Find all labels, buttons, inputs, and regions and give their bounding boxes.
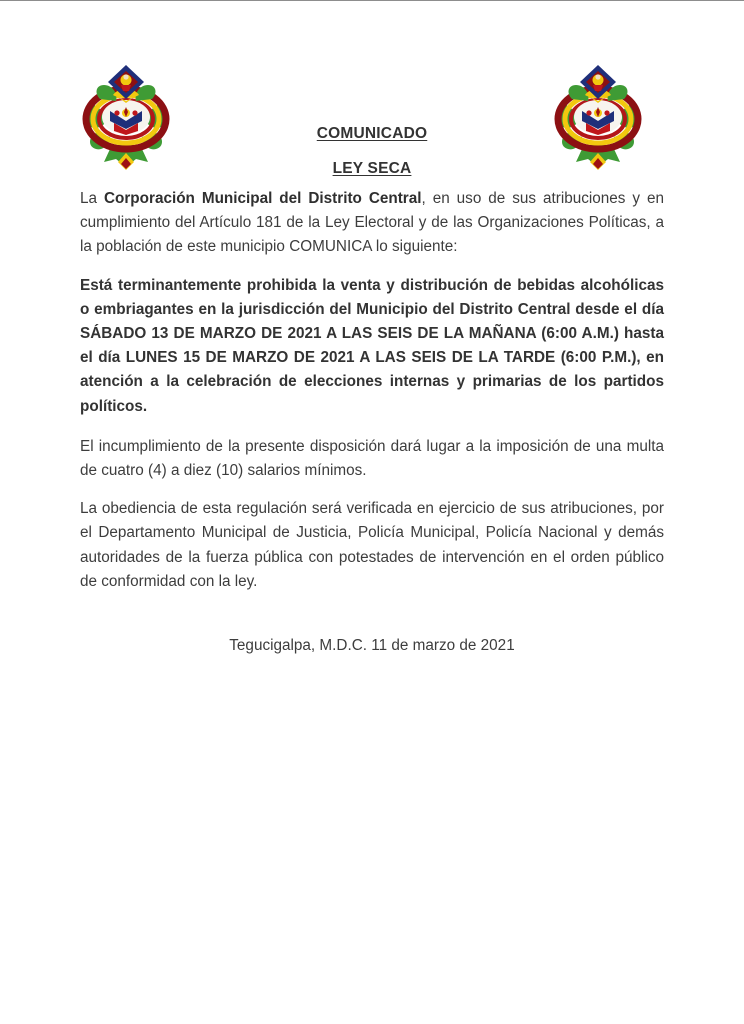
page-title: COMUNICADO	[316, 125, 428, 142]
paragraph-enforcement: La obediencia de esta regulación será verificada en ejercicio de sus atribuciones, por el Departamento Municipal de Justicia, Policía Municipal, Policía Nacional y demás autoridades de la fuerza pública con potestades de intervención en el orden público de conformidad con la ley.	[80, 500, 664, 590]
intro-text-after: , en uso de sus atribuciones y en cumplimiento del Artículo 181 de la Ley Electoral y de las Organizaciones Políticas, a la población de este municipio COMUNICA lo siguiente:	[80, 190, 664, 256]
page-subtitle: LEY SECA	[332, 160, 412, 177]
paragraph-intro	[80, 187, 664, 260]
paragraph-penalty: El incumplimiento de la presente disposición dará lugar a la imposición de una multa de cuatro (4) a diez (10) salarios mínimos.	[80, 437, 664, 480]
coat-of-arms-icon-left	[80, 63, 172, 171]
document-header	[172, 125, 572, 178]
title-line	[172, 125, 572, 143]
paragraph-prohibition: Está terminantemente prohibida la venta y distribución de bebidas alcohólicas o embriagantes en la jurisdicción del Municipio del Distrito Central desde el día SÁBADO 13 DE MARZO DE 2021 A LAS SEIS DE LA MAÑANA (6:00 A.M.) hasta el día LUNES 15 DE MARZO DE 2021 A LAS SEIS DE LA TARDE (6:00 P.M.), en atención a la celebración de elecciones internas y primarias de los partidos políticos.	[80, 276, 664, 415]
entity-name: Corporación Municipal del Distrito Central	[103, 190, 422, 207]
intro-text-before: La	[80, 190, 104, 207]
signoff-location-date: Tegucigalpa, M.D.C. 11 de marzo de 2021	[229, 637, 515, 655]
subtitle-line	[172, 160, 572, 178]
document-body	[80, 187, 664, 658]
